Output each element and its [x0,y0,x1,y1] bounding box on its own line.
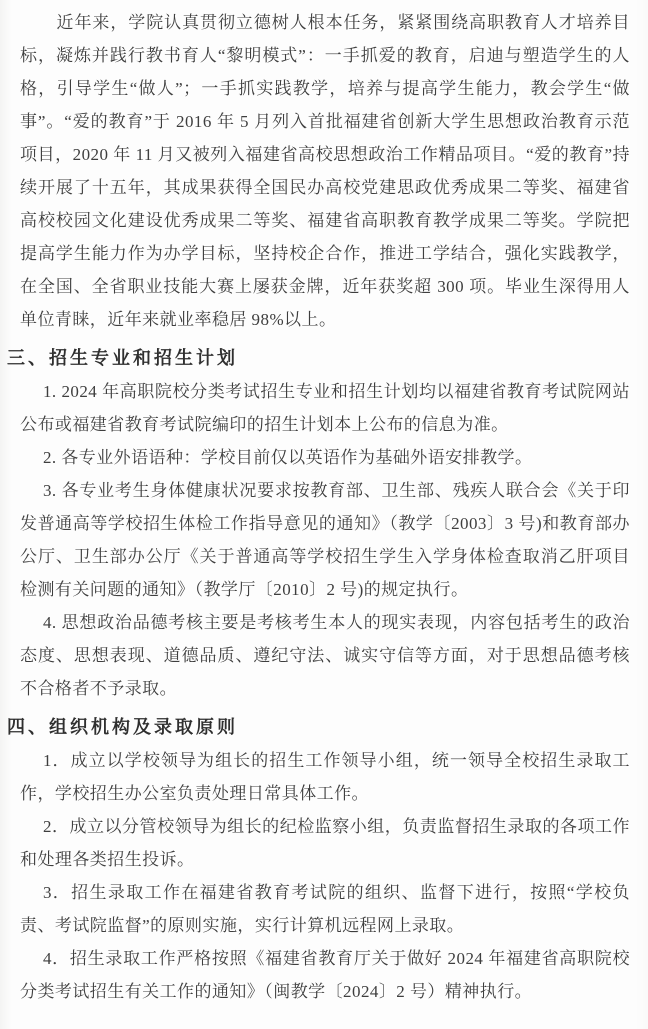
section4-item-1: 1．成立以学校领导为组长的招生工作领导小组，统一领导全校招生录取工作，学校招生办公室负责处理日常具体工作。 [20,751,630,803]
section3-item-3: 3. 各专业考生身体健康状况要求按教育部、卫生部、残疾人联合会《关于印发普通高等学校招生体检工作指导意见的通知》（教学〔2003〕3 号)和教育部办公厅、卫生部办公厅《关于普通高等学校招生学生入学身体检查取消乙肝项目检测有关问题的通知》（教学厅〔2010〕2 号)的规定执行。 [20,481,630,599]
intro-paragraph: 近年来，学院认真贯彻立德树人根本任务，紧紧围绕高职教育人才培养目标，凝炼并践行教书育人“黎明模式”：一手抓爱的教育，启迪与塑造学生的人格，引导学生“做人”；一手抓实践教学，培养与提高学生能力，教会学生“做事”。“爱的教育”于 2016 年 5 月列入首批福建省创新大学生思想政治教育示范项目，2020 年 11 月又被列入福建省高校思想政治工作精品项目。“爱的教育”持续开展了十五年，其成果获得全国民办高校党建思政优秀成果二等奖、福建省高校校园文化建设优秀成果二等奖、福建省高职教育教学成果二等奖。学院把提高学生能力作为办学目标，坚持校企合作，推进工学结合，强化实践教学，在全国、全省职业技能大赛上屡获金牌，近年获奖超 300 项。毕业生深得用人单位青睐，近年来就业率稳居 98%以上。 [20,13,630,329]
section4-item-4: 4．招生录取工作严格按照《福建省教育厅关于做好 2024 年福建省高职院校分类考试招生有关工作的通知》（闽教学〔2024〕2 号）精神执行。 [20,949,630,1001]
section3-item-2: 2. 各专业外语语种：学校目前仅以英语作为基础外语安排教学。 [42,448,533,467]
section3-item-1: 1. 2024 年高职院校分类考试招生专业和招生计划均以福建省教育考试院网站公布或福建省教育考试院编印的招生计划本上公布的信息为准。 [20,382,630,434]
section4-item-3: 3．招生录取工作在福建省教育考试院的组织、监督下进行，按照“学校负责、考试院监督”的原则实施，实行计算机远程网上录取。 [20,883,630,935]
section-heading-organization-and-admission-principles: 四、组织机构及录取原则 [7,717,238,737]
section-heading-admission-majors-and-plans: 三、招生专业和招生计划 [7,348,238,368]
section4-item-2: 2．成立以分管校领导为组长的纪检监察小组，负责监督招生录取的各项工作和处理各类招生投诉。 [20,817,630,869]
section3-item-4: 4. 思想政治品德考核主要是考核考生本人的现实表现，内容包括考生的政治态度、思想表现、道德品质、遵纪守法、诚实守信等方面，对于思想品德考核不合格者不予录取。 [20,613,630,698]
